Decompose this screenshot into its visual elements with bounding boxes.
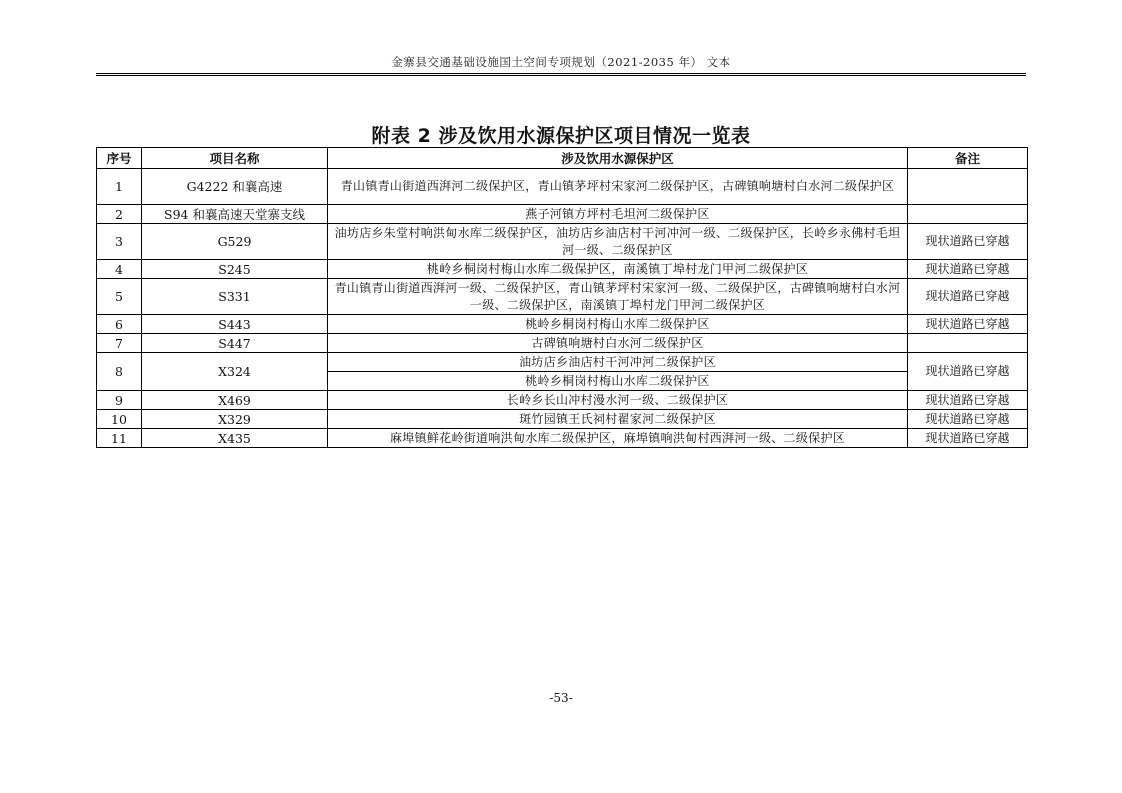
row-number: 10 [97, 410, 142, 429]
note: 现状道路已穿越 [908, 391, 1028, 410]
table-row [97, 334, 1028, 353]
table-row [97, 353, 1028, 372]
column-header-note: 备注 [908, 148, 1028, 169]
note: 现状道路已穿越 [908, 224, 1028, 260]
table-row [97, 391, 1028, 410]
row-number: 3 [97, 224, 142, 260]
project-name: X435 [142, 429, 328, 448]
table-row [97, 279, 1028, 315]
table-row [97, 224, 1028, 260]
table-title: 附表 2 涉及饮用水源保护区项目情况一览表 [371, 125, 751, 147]
protection-area: 桃岭乡桐岗村梅山水库二级保护区 [328, 315, 908, 334]
protection-area: 古碑镇响塘村白水河二级保护区 [328, 334, 908, 353]
table-row [97, 410, 1028, 429]
table-row [97, 315, 1028, 334]
note: 现状道路已穿越 [908, 260, 1028, 279]
column-header-protection-area: 涉及饮用水源保护区 [328, 148, 908, 169]
note: 现状道路已穿越 [908, 353, 1028, 391]
table-row [97, 205, 1028, 224]
protection-area: 油坊店乡油店村干河冲河二级保护区 [328, 353, 908, 372]
protection-area: 斑竹园镇王氏祠村翟家河二级保护区 [328, 410, 908, 429]
project-name: S331 [142, 279, 328, 315]
water-protection-table [96, 147, 1028, 448]
column-header-project-name: 项目名称 [142, 148, 328, 169]
note: 现状道路已穿越 [908, 279, 1028, 315]
row-number: 2 [97, 205, 142, 224]
note [908, 334, 1028, 353]
project-name: S245 [142, 260, 328, 279]
project-name: X469 [142, 391, 328, 410]
table-row [97, 169, 1028, 205]
protection-area: 麻埠镇鲜花岭街道响洪甸水库二级保护区，麻埠镇响洪甸村西湃河一级、二级保护区 [328, 429, 908, 448]
project-name: G4222 和襄高速 [142, 169, 328, 205]
protection-area: 燕子河镇方坪村毛坦河二级保护区 [328, 205, 908, 224]
table-header-row [97, 148, 1028, 169]
note: 现状道路已穿越 [908, 410, 1028, 429]
table-body [97, 169, 1028, 448]
project-name: X324 [142, 353, 328, 391]
table-row [97, 429, 1028, 448]
row-number: 7 [97, 334, 142, 353]
protection-area: 桃岭乡桐岗村梅山水库二级保护区，南溪镇丁埠村龙门甲河二级保护区 [328, 260, 908, 279]
protection-area: 油坊店乡朱堂村响洪甸水库二级保护区，油坊店乡油店村干河冲河一级、二级保护区，长岭乡永佛村毛坦河一级、二级保护区 [328, 224, 908, 260]
protection-area: 桃岭乡桐岗村梅山水库二级保护区 [328, 372, 908, 391]
project-name: S447 [142, 334, 328, 353]
row-number: 6 [97, 315, 142, 334]
project-name: X329 [142, 410, 328, 429]
row-number: 9 [97, 391, 142, 410]
protection-area: 长岭乡长山冲村漫水河一级、二级保护区 [328, 391, 908, 410]
project-name: G529 [142, 224, 328, 260]
note [908, 169, 1028, 205]
protection-area: 青山镇青山街道西湃河一级、二级保护区，青山镇茅坪村宋家河一级、二级保护区，古碑镇响塘村白水河一级、二级保护区，南溪镇丁埠村龙门甲河二级保护区 [328, 279, 908, 315]
project-name: S94 和襄高速天堂寨支线 [142, 205, 328, 224]
column-header-number: 序号 [97, 148, 142, 169]
table-row [97, 260, 1028, 279]
header-divider [96, 73, 1026, 76]
note [908, 205, 1028, 224]
note: 现状道路已穿越 [908, 429, 1028, 448]
note: 现状道路已穿越 [908, 315, 1028, 334]
row-number: 5 [97, 279, 142, 315]
protection-area: 青山镇青山街道西湃河二级保护区，青山镇茅坪村宋家河二级保护区，古碑镇响塘村白水河二级保护区 [328, 169, 908, 205]
row-number: 1 [97, 169, 142, 205]
page-number: -53- [549, 691, 573, 705]
running-header: 金寨县交通基础设施国土空间专项规划（2021-2035 年） 文本 [391, 55, 731, 69]
project-name: S443 [142, 315, 328, 334]
row-number: 8 [97, 353, 142, 391]
row-number: 4 [97, 260, 142, 279]
row-number: 11 [97, 429, 142, 448]
